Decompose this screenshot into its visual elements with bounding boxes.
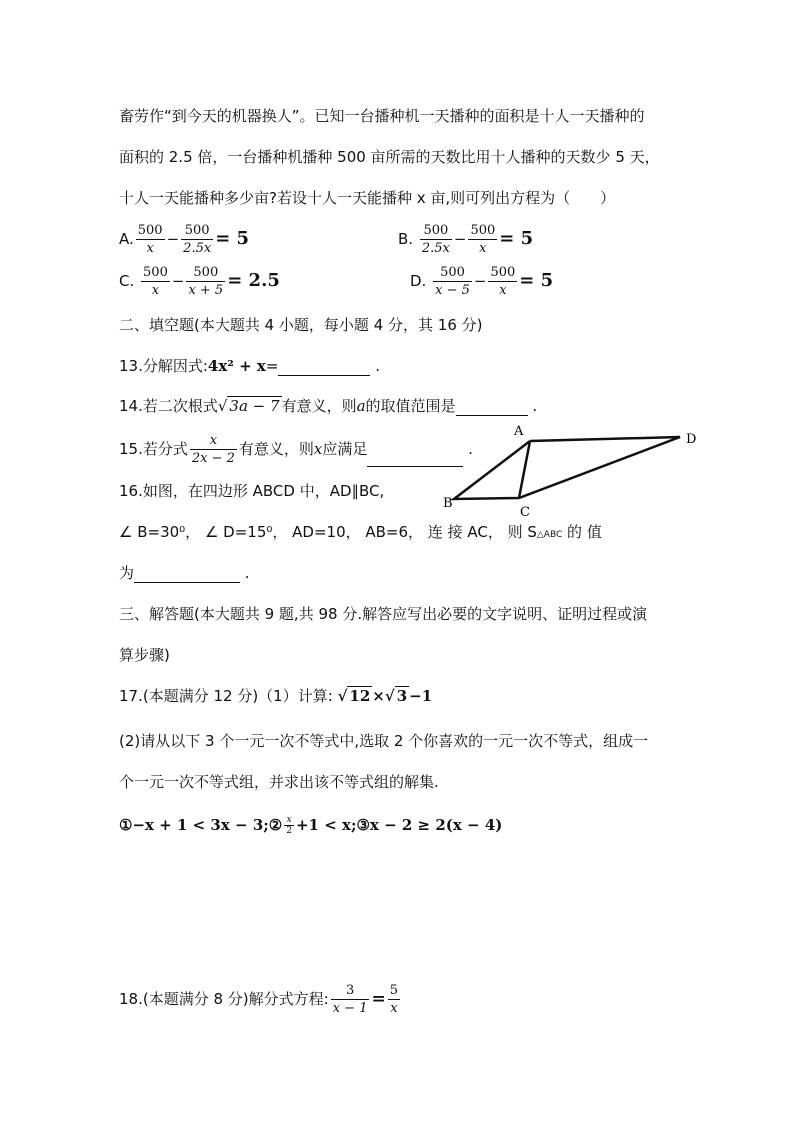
question-14: 14.若二次根式√ 3a − 7 有意义，则a的取值范围是 . bbox=[119, 397, 538, 415]
answer-blank[interactable] bbox=[278, 375, 370, 376]
question-17-inequalities: ①−x + 1 < 3x − 3;② $\frac{x}{2}$ +1 < x;③x − 2 ≥ 2(x − 4) bbox=[119, 815, 503, 836]
figure-edges bbox=[454, 437, 680, 499]
intro-line-3: 十人一天能播种多少亩?若设十人一天能播种 x 亩,则可列出方程为（ ） bbox=[119, 189, 616, 207]
question-17-part-2-line-2: 个一元一次不等式组，并求出该不等式组的解集. bbox=[119, 773, 439, 791]
label-d: D bbox=[686, 432, 697, 447]
intro-line-2: 面积的 2.5 倍，一台播种机播种 500 亩所需的天数比用十人播种的天数少 5 天， bbox=[119, 148, 660, 166]
option-a: A. $\frac{500}{x}$ − $\frac{500}{2.5x}$ = 5 bbox=[119, 223, 250, 256]
question-13: 13.分解因式:4x² + x= . bbox=[119, 357, 380, 375]
question-17-part-2-line-1: (2)请从以下 3 个一元一次不等式中,选取 2 个你喜欢的一元一次不等式，组成一 bbox=[119, 732, 649, 750]
label-b: B bbox=[443, 496, 453, 511]
option-d: D. $\frac{500}{x - 5}$ − $\frac{500}{x}$ = 5 bbox=[410, 265, 554, 298]
question-16-line-1: 16.如图，在四边形 ABCD 中，AD∥BC, bbox=[119, 482, 385, 500]
question-15: 15.若分式 $\frac{x}{2x - 2}$ 有意义，则x应满足 . bbox=[119, 433, 473, 466]
answer-blank[interactable] bbox=[456, 415, 528, 416]
quadrilateral-figure bbox=[440, 420, 710, 520]
label-c: C bbox=[520, 505, 530, 520]
question-16-line-3: 为 . bbox=[119, 564, 250, 582]
question-17-part-1: 17.(本题满分 12 分)（1）计算: √ 12 ×√ 3 −1 bbox=[119, 687, 433, 705]
section-3-title: 三、解答题(本大题共 9 题,共 98 分.解答应写出必要的文字说明、证明过程或演 bbox=[119, 605, 648, 623]
question-18: 18.(本题满分 8 分)解分式方程: $\frac{3}{x - 1}$ = $\frac{5}{x}$ bbox=[119, 983, 398, 1016]
option-c: C. $\frac{500}{x}$ − $\frac{500}{x + 5}$ = 2.5 bbox=[119, 265, 280, 298]
question-16-line-2: ∠ B=30⁰， ∠ D=15⁰， AD=10， AB=6， 连 接 AC， 则 S△ABC 的 值 bbox=[119, 523, 602, 541]
answer-blank[interactable] bbox=[134, 582, 240, 583]
intro-line-1: 畜劳作“到今天的机器换人”。已知一台播种机一天播种的面积是十人一天播种的 bbox=[119, 107, 645, 125]
section-2-title: 二、填空题(本大题共 4 小题，每小题 4 分，其 16 分) bbox=[119, 316, 483, 334]
label-a: A bbox=[514, 424, 524, 439]
section-3-title-cont: 算步骤) bbox=[119, 646, 170, 664]
option-b: B. $\frac{500}{2.5x}$ − $\frac{500}{x}$ = 5 bbox=[398, 223, 534, 256]
